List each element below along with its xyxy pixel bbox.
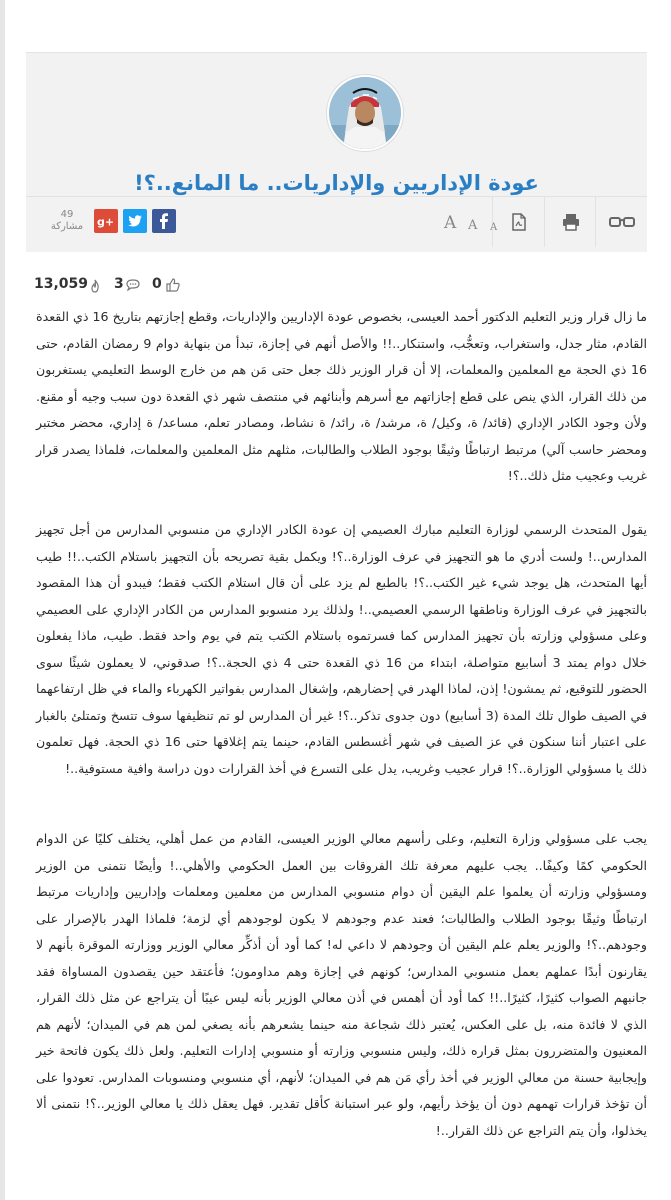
article-paragraph: ما زال قرار وزير التعليم الدكتور أحمد العيسى، بخصوص عودة الإداريين والإداريات، وقطع إجازتهم بتاريخ 16 ذي القعدة القادم، مثار جدل، واستغراب، وتعجُّب، واستنكار..!! والأصل أنهم في إجازة، تبدأ من بنهاية دوام 9 رمضان القادم، حتى 16 ذي الحجة مع المعلمين والمعلمات، إلا أن قرار الوزير ذلك جعل حتى مَن هم من خارج الوسط التعليمي يستغربون من ذلك القرار، الذي ينص على قطع إجازاتهم مع أسرهم وأبنائهم في منتصف شهر ذي القعدة دون سبب وجيه أو مقنع. ولأن وجود الكادر الإداري (قائد/ ة، وكيل/ ة، مرشد/ ة، رائد/ ة نشاط، ومصادر تعلم، مساعد/ ة إداري، محضر مختبر ومحضر حاسب آلي) مرتبط ارتباطًا وثيقًا بوجود الطلاب والطالبات، مثلهم مثل المعلمين والمعلمات، فلماذا يصدر قرار غريب وعجيب مثل ذلك..؟! — [36, 309, 648, 483]
reading-mode-button[interactable] — [595, 197, 648, 247]
article-paragraph: يجب على مسؤولي وزارة التعليم، وعلى رأسهم معالي الوزير العيسى، القادم من عمل أهلي، يختلف كليًا عن الدوام الحكومي كمًا وكيفًا.. يجب عليهم معرفة تلك الفروقات بين العمل الحكومي والأهلي..! وأيضًا نتمنى من الوزير ومسؤولي وزارته أن يعلموا علم اليقين أن دوام منسوبي المدارس من معلمين ومعلمات وإداريين وإداريات مرتبط ارتباطًا وثيقًا بوجود الطلاب والطالبات؛ فعند عدم وجودهم لا يكون لوجودهم أي لزمة؛ فلماذا الهدر بالإصرار على وجودهم..؟! والوزير يعلم علم اليقين أن وجودهم لا داعي له! كما أود أن أذكِّر معالي الوزير ووزارته الموقرة بأنهم لا يقارنون أبدًا عملهم بعمل منسوبي المدارس؛ كونهم في إجازة وهم مداومون؛ فأعتقد حين يقصدون المساواة فقد جانبهم الصواب كثيرًا، كثيرًا..!! كما أود أن أهمس في أذن معالي الوزير بأنه ليس عيبًا أن يتراجع عن مثل ذلك القرار، الذي لا فائدة منه، بل على العكس، يُعتبر ذلك شجاعة منه حينما يشعرهم بأنه يصغي لمن هم في الميدان؛ لأنهم هم المعنيون والمتضررون بمثل قراره ذلك، وليس منسوبي وزارته أو منسوبي إدارات التعليم. ولعل ذلك يكون فاتحة خير وإيجابية حسنة من معالي الوزير في أخذ رأي مَن هم في الميدان؛ لأنهم، أي منسوبي ومنسوبات المدارس. تعودوا على أن تؤخذ قرارات تهمهم دون أن يؤخذ رأيهم، ولو عبر استبانة كأقل تقدير. فهل يعقل ذلك يا معالي الوزير..؟! نتمنى ألا يخذلوا، وأن يتم التراجع عن ذلك القرار..! — [36, 831, 647, 1138]
print-icon — [562, 213, 580, 231]
facebook-icon — [152, 209, 176, 233]
glasses-icon — [609, 215, 635, 229]
author-avatar[interactable] — [327, 75, 403, 151]
left-gutter — [0, 0, 5, 1200]
google-plus-icon — [94, 209, 118, 233]
facebook-share-button[interactable] — [152, 209, 176, 233]
twitter-icon — [123, 209, 147, 233]
font-size-small-button[interactable]: A — [490, 222, 498, 233]
pdf-icon — [512, 213, 526, 231]
share-count-value: 49 — [60, 209, 74, 220]
article-toolbar — [26, 196, 647, 247]
thumbs-up-icon[interactable] — [166, 278, 180, 292]
flame-icon — [90, 279, 100, 293]
article-paragraph: يقول المتحدث الرسمي لوزارة التعليم مبارك العصيمي إن عودة الكادر الإداري من منسوبي المدارس من أجل تجهيز المدارس..! ولست أدري ما هو التجهيز في عرف الوزارة..؟! ويكمل بقية تصريحه بأن التجهيز باستلام الكتب..!! طيب أيها المتحدث، هل يوجد شيء غير الكتب..؟! بالطبع لم يزد على أن قال استلام الكتب فقط؛ فيبدو أن هذا المقصود بالتجهيز في عرف الوزارة وناطقها الرسمي العصيمي..! ولذلك يرد منسوبو المدارس من الكادر الإداري على العصيمي وعلى مسؤولي وزارته بأن تجهيز المدارس كما فسرتموه باستلام الكتب يتم في يوم واحد فقط. طيب، ماذا يفعلون خلال دوام يمتد 3 أسابيع متواصلة، ابتداء من 16 ذي القعدة حتى 4 ذي الحجة..؟! صدقوني، لا يعملون شيئًا سوى الحضور للتوقيع، ثم يمشون! إذن، لماذا الهدر في إحضارهم، وإشغال المدارس بفواتير الكهرباء والماء في ظل ارتفاعهما في الصيف طوال تلك المدة (3 أسابيع) دون جدوى تذكر..؟! غير أن المدارس لو تم تنظيفها سوف تتسخ وتمتلئ بالغبار على اعتبار أننا سنكون في عز الصيف في شهر أغسطس القادم، حينما يتم إغلاقها حتى 16 ذي الحجة. فهل تعلمون ذلك يا مسؤولي الوزارة..؟! قرار عجيب وغريب، يدل على التسرع في أخذ القرارات دون دراسة وافية مستوفية..! — [36, 522, 648, 776]
article-title: عودة الإداريين والإداريات.. ما المانع..؟! — [134, 171, 539, 195]
comments-count[interactable]: 3 — [114, 276, 124, 292]
svg-text:g+: g+ — [97, 215, 115, 229]
font-size-large-button[interactable]: A — [444, 213, 457, 233]
font-size-controls — [438, 211, 510, 233]
font-size-medium-button[interactable]: A — [468, 218, 478, 233]
likes-count: 0 — [152, 276, 162, 292]
share-count-label: مشاركة — [50, 221, 84, 232]
share-counter — [46, 209, 88, 233]
twitter-share-button[interactable] — [123, 209, 147, 233]
print-button[interactable] — [544, 197, 597, 247]
comment-icon — [126, 279, 140, 291]
google-plus-share-button[interactable] — [94, 209, 118, 233]
views-count: 13,059 — [34, 276, 89, 292]
